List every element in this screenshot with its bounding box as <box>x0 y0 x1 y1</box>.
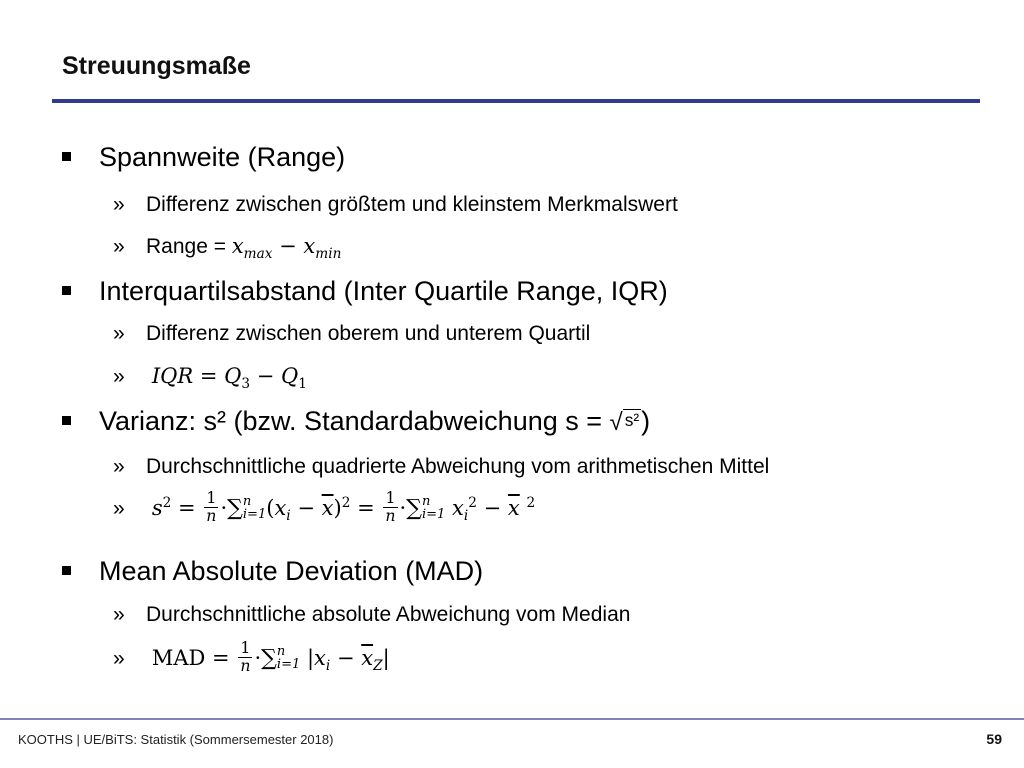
text-iqr-definition: Differenz zwischen oberem und unterem Quartil <box>146 322 591 345</box>
sqrt-s2: √ s² <box>609 409 640 436</box>
sub-mad-formula <box>113 638 390 676</box>
square-bullet-icon <box>62 286 71 295</box>
bullet-mad <box>62 556 483 587</box>
text-mad-definition: Durchschnittliche absolute Abweichung vom Median <box>146 603 631 626</box>
sub-range-definition <box>113 193 678 217</box>
sub-range-formula <box>113 234 341 262</box>
heading-variance-close: ) <box>641 406 651 436</box>
sub-iqr-definition <box>113 322 590 346</box>
sub-mad-definition <box>113 603 630 627</box>
bullet-variance <box>62 406 650 437</box>
arrow-bullet-icon: » <box>113 603 125 626</box>
heading-iqr: Interquartilsabstand (Inter Quartile Range, IQR) <box>99 276 668 306</box>
sub-iqr-formula <box>113 364 307 392</box>
page-number: 59 <box>986 731 1002 747</box>
heading-range: Spannweite (Range) <box>99 142 346 172</box>
footer-divider <box>0 718 1024 720</box>
bullet-iqr <box>62 276 668 307</box>
sub-variance-formula <box>113 488 536 526</box>
arrow-bullet-icon: » <box>113 646 125 670</box>
footer-course: KOOTHS | UE/BiTS: Statistik (Sommersemester 2018) <box>18 732 334 747</box>
bullet-range <box>62 142 345 173</box>
arrow-bullet-icon: » <box>113 455 125 478</box>
heading-variance: Varianz: s² (bzw. Standardabweichung s = <box>99 406 603 436</box>
sub-variance-definition <box>113 455 769 479</box>
slide-title: Streuungsmaße <box>62 52 251 80</box>
title-divider <box>52 99 980 103</box>
arrow-bullet-icon: » <box>113 496 125 520</box>
formula-mad: MAD = $\frac{1}{n}$ ·∑ n i=1 $|x_i - \overline{x}_Z|$ <box>151 638 390 675</box>
text-variance-definition: Durchschnittliche quadrierte Abweichung vom arithmetischen Mittel <box>146 455 770 478</box>
heading-mad: Mean Absolute Deviation (MAD) <box>99 556 484 586</box>
text-range-definition: Differenz zwischen größtem und kleinstem Merkmalswert <box>146 193 678 216</box>
text-range-label: Range = <box>146 235 226 258</box>
formula-variance: $s^2$ = $\frac{1}{n}$ ·∑ n i=1 $(x_i - \overline{x})^2$ = $\frac{1}{n}$ ·∑ n i=1 $x_i^2 - \overline{x}$ $^2$ <box>151 488 536 525</box>
arrow-bullet-icon: » <box>113 322 125 345</box>
square-bullet-icon <box>62 152 71 161</box>
arrow-bullet-icon: » <box>113 193 125 216</box>
square-bullet-icon <box>62 566 71 575</box>
formula-range: $x_{max} - x_{min}$ <box>231 234 342 263</box>
square-bullet-icon <box>62 416 71 425</box>
arrow-bullet-icon: » <box>113 365 125 388</box>
arrow-bullet-icon: » <box>113 235 125 258</box>
formula-iqr: IQR = $Q_3 - Q_1$ <box>151 364 307 393</box>
